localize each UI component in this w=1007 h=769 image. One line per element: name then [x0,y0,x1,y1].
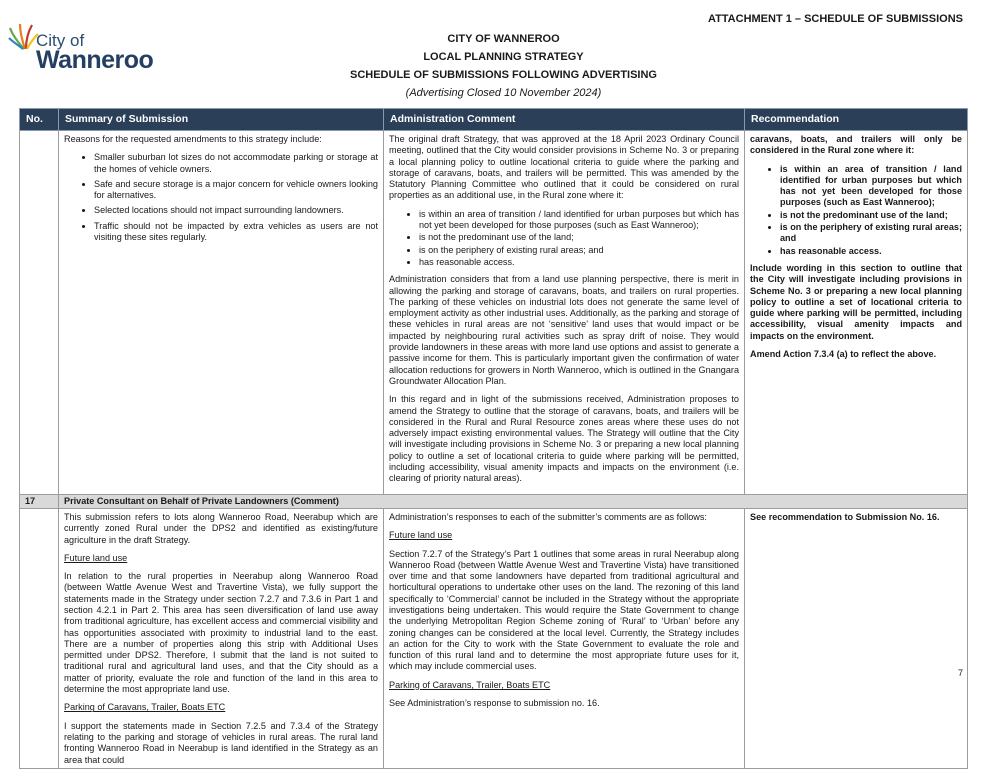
row16-rec-p2: Include wording in this section to outline that the City will investigate including provisions in Scheme No. 3 or preparing a new local planning policy to outline a set of locational criteria to guide where parking will be permitted, including accessibility, visual amenity impacts and impacts on the environment. [750,262,962,341]
col-header-no: No. [20,109,59,131]
section-row-17 [20,494,968,508]
row17-admin-cell [384,508,745,768]
logo-name-text: Wanneroo [36,46,154,74]
list-item: • is within an area of transition / land identified for urban purposes but which has not yet been developed for those purposes (such as East Wanneroo); [419,209,739,232]
row17-summary-p3: I support the statements made in Section 7.2.5 and 7.3.4 of the Strategy relating to the parking and storage of vehicles in rural areas. The rural land fronting Wanneroo Road in Neerabup is land identified in the Strategy as an area that could [64,720,378,765]
row17-admin-p3: See Administration’s response to submission no. 16. [389,698,600,709]
table-header-row [20,109,968,131]
title-city: CITY OF WANNEROO [447,33,560,45]
list-item: • Selected locations should not impact surrounding landowners. [94,205,378,216]
row17-summary-p1: This submission refers to lots along Wanneroo Road, Neerabup which are currently zoned Rural under the DPS2 and identified as existing/future agriculture in the draft Strategy. [64,511,378,545]
row16-admin-cell [384,131,745,495]
col-header-summary: Summary of Submission [59,109,384,131]
row17-admin-heading-future-land-use: Future land use [389,530,453,541]
title-strategy: LOCAL PLANNING STRATEGY [423,51,584,63]
list-item: • is not the predominant use of the land; [780,210,962,221]
list-item: • is on the periphery of existing rural areas; and [419,245,739,256]
row16-summary-intro: Reasons for the requested amendments to this strategy include: [64,134,322,144]
col-header-admin: Administration Comment [384,109,745,131]
row16-admin-p2: Administration considers that from a land use planning perspective, there is merit in allowing the parking and storage of caravans, boats, and trailers on rural properties. The parking of these vehicles on industrial lots does not generate the same level of employment activity as other industrial uses. Additionally, as the parking and storage of these vehicles in rural areas are not ‘sensitive’ land uses that would impact or be impacted by neighbouring rural activities such as spray drift of noise. They would provide landowners in these areas with more land use options and assist to generate a passive income for them. This is particularly important given the confirmation of water allocation reductions for growers in North Wanneroo, which is outlined in the Gnangara Groundwater Allocation Plan. [389,274,739,386]
submission-title: Private Consultant on Behalf of Private Landowners (Comment) [59,494,968,508]
row17-summary-heading-future-land-use: Future land use [64,552,128,563]
row17-admin-p2: Section 7.2.7 of the Strategy’s Part 1 outlines that some areas in rural Neerabup along Wanneroo Road (between Wattle Avenue West and Travertine Vista) have transitioned over time and that some landowners have departed from traditional agricultural and horticultural operations to undertake other uses on the land. The rezoning of this land specifically to ‘Commercial’ cannot be included in the Strategy without the appropriate investigations being undertaken. This would require the State Government to change the underlying Metropolitan Region Scheme zoning of ‘Rural’ to ‘Urban’ before any zoning changes can be considered at the local level. Currently, the Strategy includes an action for the City to work with the State Government to evaluate the role and function of this rural land and to determine the most appropriate future uses for it, which may include commercial uses. [389,548,739,672]
list-item: • has reasonable access. [780,246,962,257]
row16-rec-intro: caravans, boats, and trailers will only be considered in the Rural zone where it: [750,134,962,156]
row17-admin-p1: Administration’s responses to each of the submitter’s comments are as follows: [389,511,707,522]
title-schedule: SCHEDULE OF SUBMISSIONS FOLLOWING ADVERTISING [350,69,657,81]
col-header-recommendation: Recommendation [745,109,968,131]
attachment-heading: ATTACHMENT 1 – SCHEDULE OF SUBMISSIONS [707,13,963,25]
row16-admin-list [389,209,739,268]
row16-admin-p3: In this regard and in light of the submissions received, Administration proposes to amend the Strategy to outline that the storage of caravans, boats, and trailers will be considered in the Rural and Rural Resource zones areas where these uses do not adversely impact existing environmental values. The Strategy will outline that the City will investigate including provisions in Scheme No. 3 or preparing a new local planning policy to outline a set of locational criteria to guide where parking will be permitted, including accessibility, visual amenity impacts and impacts on the environment (i.e. clearing of priority natural areas). [389,394,739,484]
table-row [20,508,968,768]
document-titles [0,30,1007,102]
row17-recommendation-cell [745,508,968,768]
title-advertising-closed: (Advertising Closed 10 November 2024) [405,87,602,99]
row17-admin-heading-parking: Parking of Caravans, Trailer, Boats ETC [389,679,551,690]
row17-rec: See recommendation to Submission No. 16. [750,511,940,522]
row16-summary-list [64,152,378,243]
list-item: • is on the periphery of existing rural areas; and [780,222,962,245]
row16-summary-cell [59,131,384,495]
list-item: • is not the predominant use of the land; [419,232,739,243]
row17-summary-cell [59,508,384,768]
submission-number: 17 [20,494,59,508]
table-row [20,131,968,495]
submissions-table [19,108,968,769]
row17-summary-p2: In relation to the rural properties in Neerabup along Wanneroo Road (between Wattle Avenue West and Travertine Vista), we fully support the statements made in the Strategy under section 7.2.7 and 7.3.6 in Part 1 and section 4.2.1 in Part 2. This area has seen diversification of land use away from traditional agriculture, has excellent access and commercial visibility and has opportunities associated with proximity to industrial land to the east. There are a number of properties along this strip with Additional Uses permitted under DPS2. Therefore, I submit that the land is not suited to traditional rural and agricultural land uses, and that the City should as a matter of priority, evaluate the role and function of the land in this area to determine the most appropriate land use. [64,571,378,695]
logo-city-text: City of [36,31,85,50]
row16-rec-p3: Amend Action 7.3.4 (a) to reflect the above. [750,349,937,360]
row16-recommendation-cell [745,131,968,495]
row16-admin-p1: The original draft Strategy, that was approved at the 18 April 2023 Ordinary Council meeting, outlined that the City would consider provisions in Scheme No. 3 or preparing a local planning policy to outline locational criteria to guide where the parking and storage of caravans, boats, and trailers will be permitted. This was amended by the Statutory Planning Committee who outlined that it could be considered on rural properties as an additional use, in the Rural zone where it: [389,134,739,201]
list-item: • Safe and secure storage is a major concern for vehicle owners looking for alternatives. [94,179,378,202]
row17-number-cell [20,508,59,768]
list-item: • Traffic should not be impacted by extra vehicles as users are not visiting these sites regularly. [94,221,378,244]
row17-summary-heading-parking: Parking of Caravans, Trailer, Boats ETC [64,702,226,713]
list-item: • is within an area of transition / land identified for urban purposes but which has not yet been developed for those purposes (such as East Wanneroo); [780,164,962,209]
list-item: • Smaller suburban lot sizes do not accommodate parking or storage at the homes of vehicle owners. [94,152,378,175]
row16-number-cell [20,131,59,495]
list-item: • has reasonable access. [419,257,739,268]
row16-rec-list [750,164,962,257]
page-number: 7 [957,668,963,678]
